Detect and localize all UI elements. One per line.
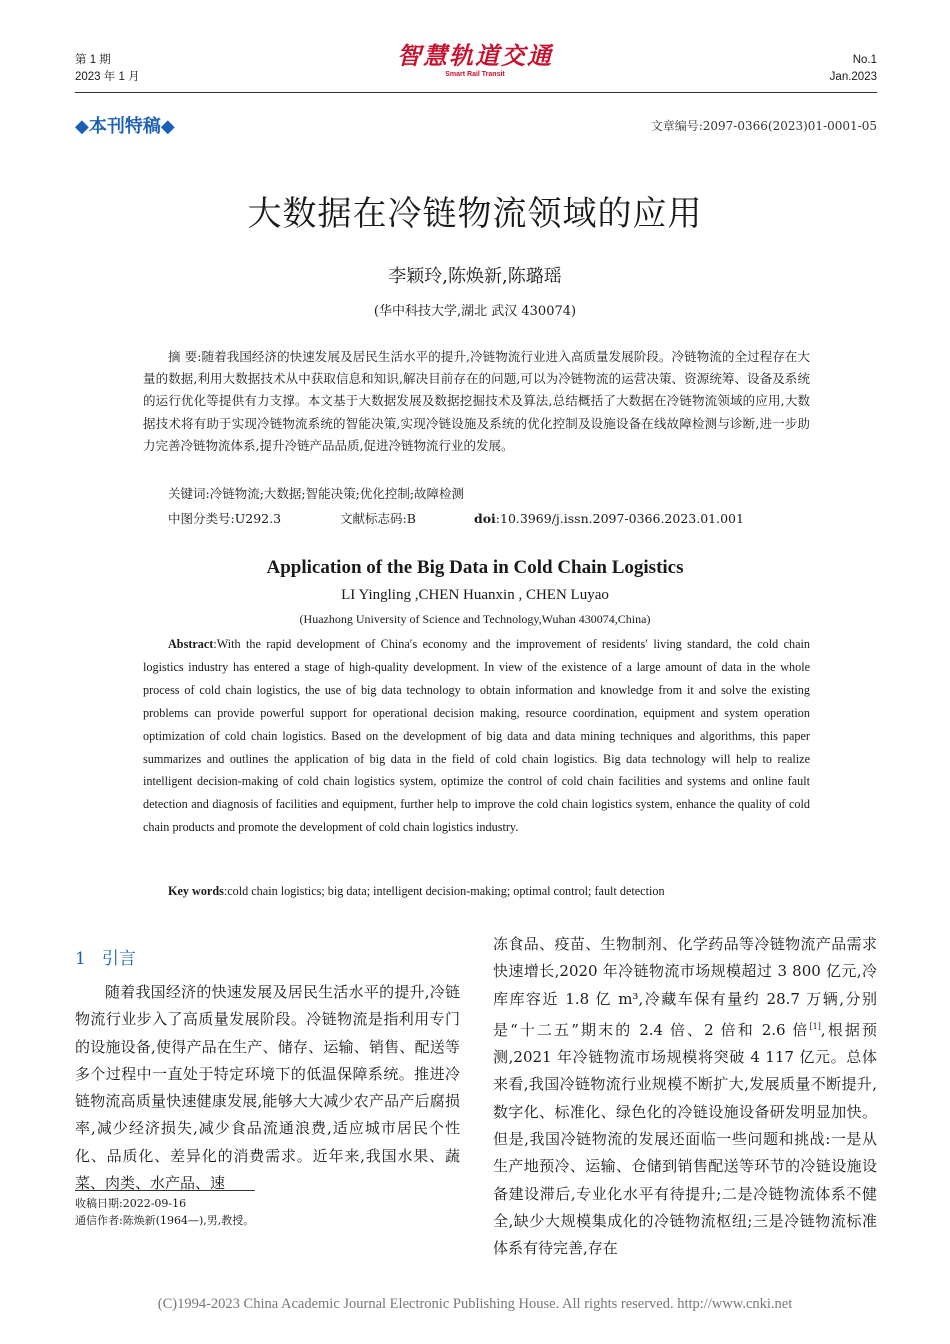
- section-heading: [75, 944, 136, 969]
- section-title: 引言: [101, 949, 136, 969]
- abstract-cn: 摘 要:随着我国经济的快速发展及居民生活水平的提升,冷链物流行业进入高质量发展阶段。冷链物流的全过程存在大量的数据,利用大数据技术从中获取信息和知识,解决目前存在的问题,可以为冷链物流的运营决策、资源统筹、设备及系统的运行优化等提供有力支撑。本文基于大数据发展及数据挖掘技术及算法,总结概括了大数据在冷链物流领域的应用,大数据技术将有助于实现冷链物流系统的智能决策,实现冷链设施及系统的优化控制及设施设备在线故障检测与诊断,进一步助力完善冷链物流体系,提升冷链产品品质,促进冷链物流行业的发展。: [143, 349, 810, 453]
- copyright-watermark: (C)1994-2023 China Academic Journal Electronic Publishing House. All rights reserved. http://www.cnki.net: [157, 1296, 793, 1312]
- date-cn: 2023 年 1 月: [75, 71, 140, 83]
- body-right-column: [493, 931, 877, 1263]
- body-left-column: 随着我国经济的快速发展及居民生活水平的提升,冷链物流行业步入了高质量发展阶段。冷链物流是指利用专门的设施设备,使得产品在生产、储存、运输、销售、配送等多个过程中一直处于特定环境下的低温保障系统。推进冷链物流高质量快速健康发展,能够大大减少农产品产后腐损率,减少经济损失,减少食品流通浪费,适应城市居民个性化、品质化、差异化的消费需求。近年来,我国水果、蔬菜、肉类、水产品、速: [75, 983, 460, 1193]
- date-en: Jan.2023: [829, 71, 877, 83]
- header-right: [830, 52, 877, 86]
- article-id: 文章编号:2097-0366(2023)01-0001-05: [650, 119, 877, 133]
- column-tag: ◆本刊特稿◆: [75, 116, 175, 137]
- authors: 李颖玲,陈焕新,陈璐瑶: [388, 266, 562, 287]
- journal-logo: [375, 42, 575, 79]
- keywords-cn: 关键词:冷链物流;大数据;智能决策;优化控制;故障检测: [168, 486, 465, 501]
- journal-name-en: Smart Rail Transit: [445, 71, 505, 78]
- abstract-en-label: Abstract: [168, 637, 214, 651]
- keywords-en-text: :cold chain logistics; big data; intelligent decision-making; optimal control; fault detection: [223, 884, 665, 898]
- keywords-en-label: Key words: [168, 884, 224, 898]
- body-right-part-a: 冻食品、疫苗、生物制剂、化学药品等冷链物流产品需求快速增长,2020 年冷链物流市场规模超过 3 800 亿元,冷库库容近 1.8 亿 m³,冷藏车保有量约 28.7 万辆,分别是“十二五”期末的 2.4 倍、2 倍和 2.6 倍: [493, 935, 877, 1039]
- section-number: 1: [75, 949, 86, 969]
- received-date: 收稿日期:2022-09-16: [75, 1197, 187, 1210]
- corresponding-author: 通信作者:陈焕新(1964—),男,教授。: [75, 1214, 255, 1227]
- english-affiliation: (Huazhong University of Science and Technology,Wuhan 430074,China): [299, 612, 651, 626]
- issue-en: No.1: [852, 54, 877, 66]
- header-left: [75, 52, 140, 86]
- journal-name-cn: 智慧轨道交通: [397, 41, 553, 70]
- footnote-rule: [75, 1190, 255, 1191]
- body-right-part-b: ,根据预测,2021 年冷链物流市场规模将突破 4 117 亿元。总体来看,我国冷链物流行业规模不断扩大,发展质量不断提升,数字化、标准化、绿色化的冷链设施设备研发明显加快。但是,我国冷链物流的发展还面临一些问题和挑战:一是从生产地预冷、运输、仓储到销售配送等环节的冷链设施设备建设滞后,专业化水平有待提升;二是冷链物流体系不健全,缺少大规模集成化的冷链物流枢纽;三是冷链物流标准体系有待完善,存在: [493, 1020, 877, 1258]
- classification-row: [168, 509, 744, 527]
- footnote: [75, 1195, 254, 1229]
- citation[interactable]: [1]: [809, 1021, 821, 1031]
- clc-number: 中图分类号:U292.3: [168, 511, 282, 526]
- doi-label: doi: [473, 511, 496, 526]
- header-rule: [75, 92, 877, 93]
- affiliation: (华中科技大学,湖北 武汉 430074): [373, 304, 577, 319]
- abstract-en: [143, 633, 810, 839]
- english-authors: LI Yingling ,CHEN Huanxin , CHEN Luyao: [341, 587, 609, 603]
- english-title: Application of the Big Data in Cold Chain Logistics: [266, 557, 684, 578]
- keywords-en: [168, 884, 665, 899]
- doi-value: :10.3969/j.issn.2097-0366.2023.01.001: [495, 511, 744, 526]
- abstract-en-text: :With the rapid development of China′s economy and the improvement of residents′ living standard, the cold chain logistics industry has entered a stage of high-quality development. In view of the existence of a large amount of data in the whole process of cold chain logistics, the use of big data technology to obtain information and knowledge from it and solve the existing problems can provide powerful support for operational decision making, resource coordination, equipment and system operation optimization of cold chain logistics. Based on the development of big data and data mining techniques and algorithms, this paper summarizes and outlines the application of big data in the field of cold chain logistics. Big data technology will help to realize intelligent decision-making of cold chain logistics system, optimize the control of cold chain facilities and systems and online fault detection and diagnosis of facilities and equipment, further help to improve the cold chain logistics system, enhance the quality of cold chain products and promote the development of cold chain logistics industry.: [143, 637, 810, 835]
- paper-title: 大数据在冷链物流领域的应用: [247, 194, 703, 234]
- document-code: 文献标志码:B: [339, 511, 416, 526]
- issue-cn: 第 1 期: [75, 54, 111, 66]
